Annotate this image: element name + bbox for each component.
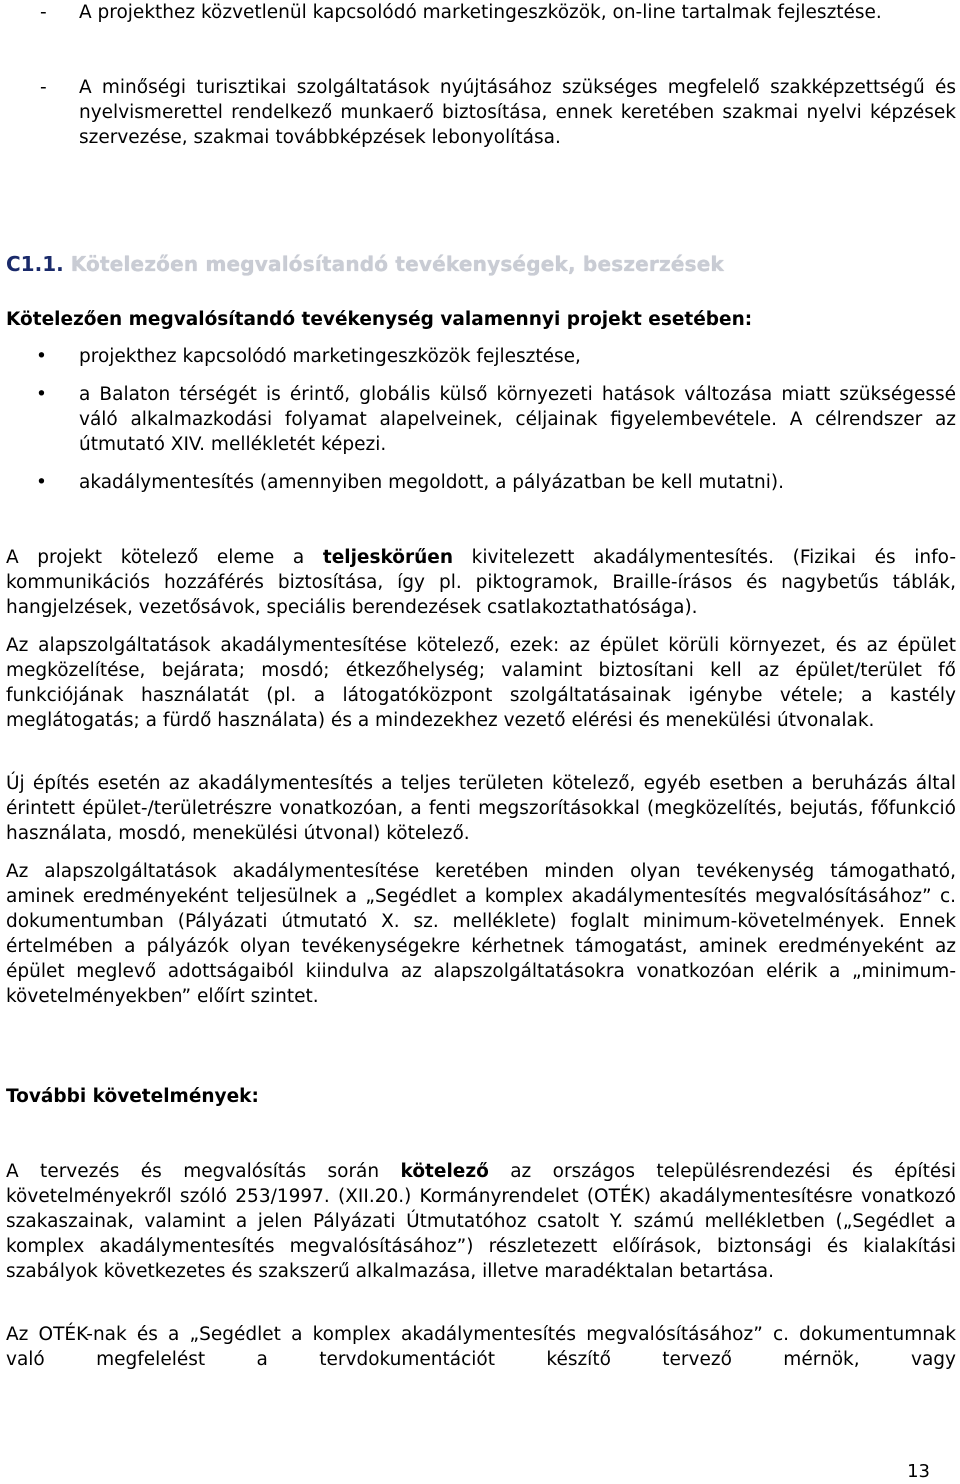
bullet-icon: • [36, 384, 47, 405]
text-run: A projekt kötelező eleme a [6, 547, 323, 568]
section-number: C1.1. [6, 252, 64, 276]
dash-list-item [6, 75, 956, 150]
paragraph-basic-services: Az alapszolgáltatások akadálymentesítése kötelező, ezek: az épület körüli környezet, és az épület megközelítése, bejárata; mosdó; étkezőhelység; valamint biztosítani kell az épület/terület fő funkciójának használatát (pl. a látogatóközpont szolgáltatásainak igénybe vétele; a kastély meglátogatás; a fürdő használata) és a mindezekhez vezető elérési és menekülési útvonalak. [6, 635, 956, 731]
paragraph-new-construction: Új építés esetén az akadálymentesítés a teljes területen kötelező, egyéb esetben a beruházás által érintett épület-/területrészre vonatkozóan, a fenti megszorításokkal (megközelítés, bejutás, főfunkció használata, mosdó, menekülési útvonal) kötelező. [6, 773, 956, 844]
paragraph-supported-activities: Az alapszolgáltatások akadálymentesítése keretében minden olyan tevékenység támogatható, aminek eredményeként teljesülnek a „Segédlet a komplex akadálymentesítés megvalósításához” c. dokumentumban (Pályázati útmutató X. sz. melléklete) foglalt minimum-követelmények. Ennek értelmében a pályázók olyan tevékenységekre kérhetnek támogatást, aminek eredményeként az épület meglevő adottságaiból kiindulva az alapszolgáltatásokra vonatkozóan elérik a „minimum-követelményekben” előírt szintet. [6, 861, 956, 1007]
paragraph-otek: Az OTÉK-nak és a „Segédlet a komplex akadálymentesítés megvalósításához” c. dokumentumnak való megfelelést a tervdokumentációt készítő tervező mérnök, vagy [6, 1324, 956, 1370]
dash-marker: - [40, 77, 47, 98]
dash-list-item [6, 0, 956, 25]
bullet-list [6, 344, 956, 508]
section-title: Kötelezően megvalósítandó tevékenységek, beszerzések [70, 252, 724, 276]
bullet-icon: • [36, 346, 47, 367]
dash-item-text: A projekthez közvetlenül kapcsolódó marketingeszközök, on-line tartalmak fejlesztése. [79, 2, 882, 23]
bullet-text: akadálymentesítés (amennyiben megoldott, a pályázatban be kell mutatni). [79, 472, 784, 493]
dash-marker: - [40, 2, 47, 23]
dash-item-text: A minőségi turisztikai szolgáltatások nyújtásához szükséges megfelelő szakképzettségű és nyelvismerettel rendelkező munkaerő biztosítása, ennek keretében szakmai nyelvi képzések szervezése, szakmai továbbképzések lebonyolítása. [79, 77, 956, 148]
bullet-item [6, 382, 956, 457]
bold-text: kötelező [400, 1161, 489, 1182]
bold-text: teljeskörűen [322, 547, 454, 568]
bullet-text: a Balaton térségét is érintő, globális külső környezeti hatások változása miatt szükségessé váló alkalmazkodási folyamat alapelveinek, céljainak figyelembevétele. A célrendszer az útmutató XIV. mellékletét képezi. [79, 384, 956, 455]
heading-further-requirements: További követelmények: [6, 1086, 259, 1107]
section-heading [6, 250, 724, 278]
bullet-item [6, 470, 956, 495]
text-run: A tervezés és megvalósítás során [6, 1161, 401, 1182]
subheading: Kötelezően megvalósítandó tevékenység valamennyi projekt esetében: [6, 309, 753, 330]
text-run: az országos településrendezési és építési követelményekről szóló 253/1997. (XII.20.) Kormányrendelet (OTÉK) akadálymentesítésre vonatkozó szakaszainak, valamint a jelen Pályázati Útmutatóhoz csatolt Y. számú mellékletben („Segédlet a komplex akadálymentesítés megvalósításához”) részletezett előírások, biztonsági és kialakítási szabályok következetes és szakszerű alkalmazása, illetve maradéktalan betartása. [6, 1161, 956, 1282]
bullet-text: projekthez kapcsolódó marketingeszközök fejlesztése, [79, 346, 581, 367]
page-number: 13 [907, 1461, 930, 1482]
text-run: kivitelezett akadálymentesítés. (Fizikai és info-kommunikációs hozzáférés biztosítása, így pl. piktogramok, Braille-írásos és nagybetűs táblák, hangjelzések, vezetősávok, speciális berendezések csatlakoztathatósága). [6, 547, 956, 618]
bullet-icon: • [36, 472, 47, 493]
paragraph-accessibility [6, 545, 956, 620]
bullet-item [6, 344, 956, 369]
paragraph-planning [6, 1159, 956, 1284]
